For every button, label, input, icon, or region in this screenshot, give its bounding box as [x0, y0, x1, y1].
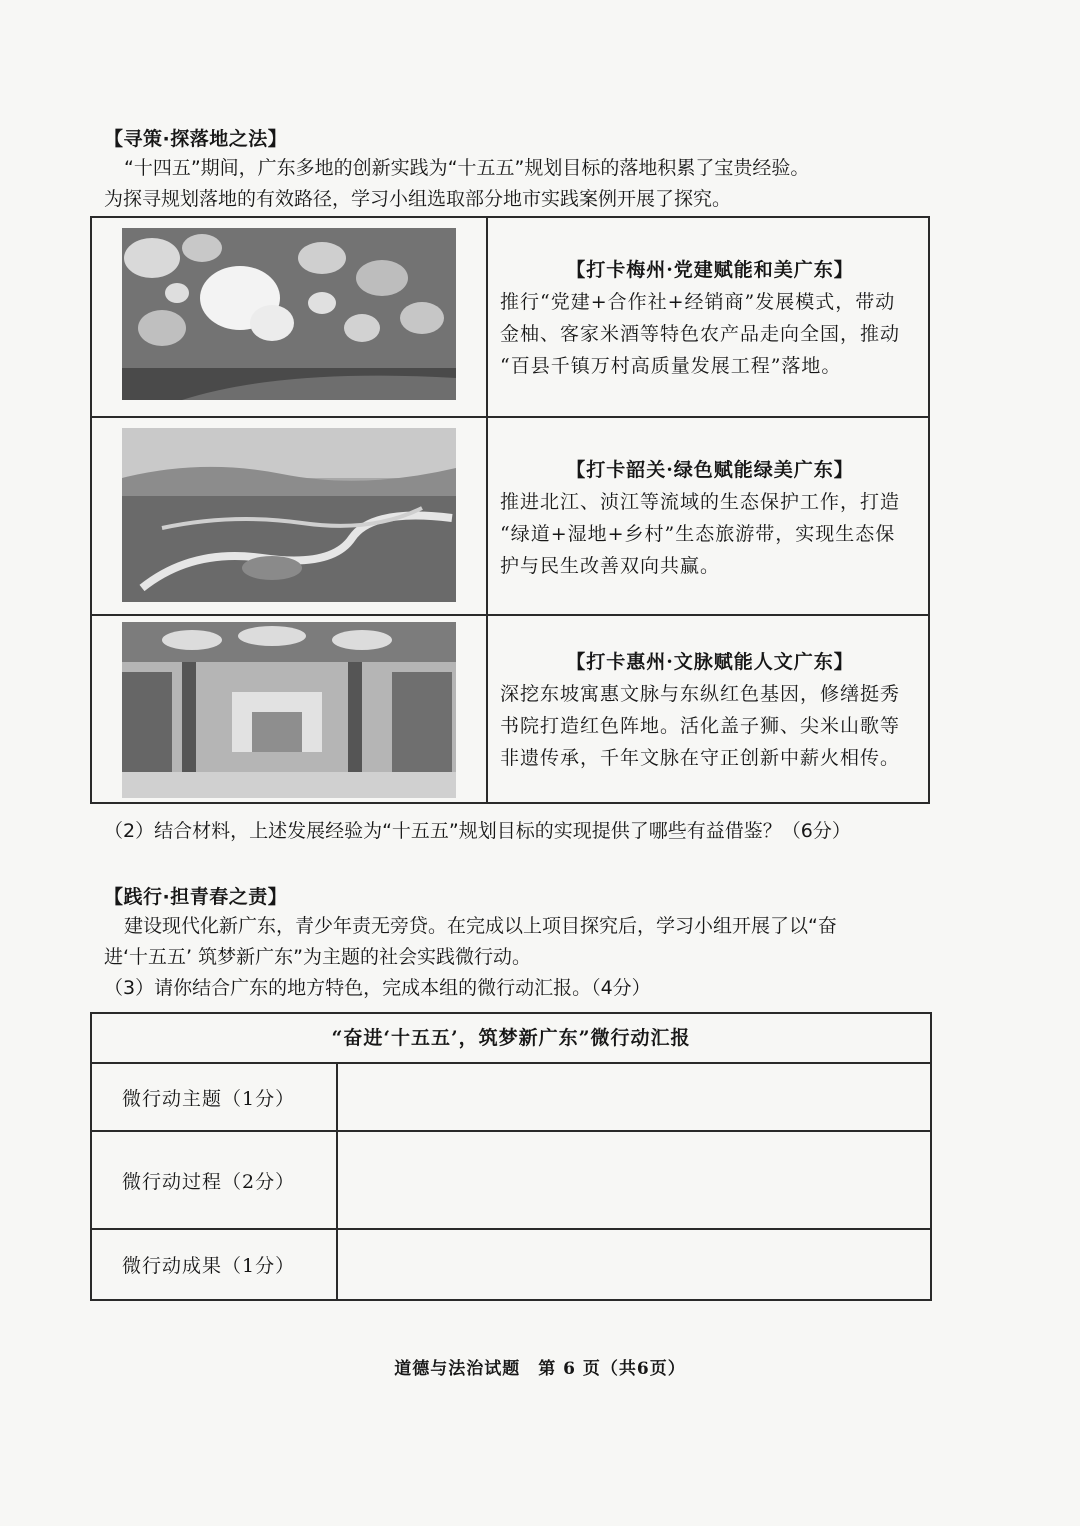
case-photo-cell	[92, 218, 488, 416]
case-body-line: 推行“党建+合作社+经销商”发展模式，带动	[500, 291, 896, 313]
report-row-theme	[92, 1064, 930, 1132]
answer-cell-theme[interactable]	[338, 1064, 930, 1130]
case-title: 【打卡梅州·党建赋能和美广东】	[566, 259, 854, 281]
case-body-line: 书院打造红色阵地。活化盖子狮、尖米山歌等	[500, 715, 901, 737]
answer-cell-result[interactable]	[338, 1230, 930, 1299]
question-3: （3）请你结合广东的地方特色，完成本组的微行动汇报。（4分）	[104, 977, 651, 999]
case-row-meizhou	[92, 218, 928, 418]
report-title: “奋进‘十五五’，筑梦新广东”微行动汇报	[92, 1014, 930, 1064]
report-label-process: 微行动过程（2分）	[92, 1132, 338, 1228]
page-footer: 道德与法治试题 第 6 页（共6页）	[394, 1359, 686, 1379]
report-label-theme: 微行动主题（1分）	[92, 1064, 338, 1130]
report-table	[90, 1012, 932, 1301]
intro-line-1: “十四五”期间，广东多地的创新实践为“十五五”规划目标的落地积累了宝贵经验。	[124, 157, 810, 179]
case-text-shaoguan	[500, 454, 920, 582]
intro-line-2: 为探寻规划落地的有效路径，学习小组选取部分地市实践案例开展了探究。	[104, 188, 732, 210]
case-title: 【打卡惠州·文脉赋能人文广东】	[566, 651, 854, 673]
section-heading-practice: 【践行·担青春之责】	[104, 886, 288, 908]
case-body-line: 金柚、客家米酒等特色农产品走向全国，推动	[500, 323, 901, 345]
case-body-line: “百县千镇万村高质量发展工程”落地。	[500, 355, 842, 377]
section-heading-strategy: 【寻策·探落地之法】	[104, 128, 288, 150]
practice-line-2: 进‘十五五’ 筑梦新广东”为主题的社会实践微行动。	[104, 946, 531, 968]
question-2: （2）结合材料，上述发展经验为“十五五”规划目标的实现提供了哪些有益借鉴？（6分）	[104, 820, 851, 842]
practice-line-1: 建设现代化新广东，青少年责无旁贷。在完成以上项目探究后，学习小组开展了以“奋	[124, 915, 837, 937]
case-body-line: 深挖东坡寓惠文脉与东纵红色基因，修缮挺秀	[500, 683, 901, 705]
case-body-line: 护与民生改善双向共赢。	[500, 555, 721, 577]
case-photo-cell	[92, 616, 488, 802]
report-label-result: 微行动成果（1分）	[92, 1230, 338, 1299]
case-body-line: 非遗传承，千年文脉在守正创新中薪火相传。	[500, 747, 901, 769]
case-photo-cell	[92, 418, 488, 614]
case-title: 【打卡韶关·绿色赋能绿美广东】	[566, 459, 854, 481]
museum-hall-photo	[122, 622, 456, 798]
pomelo-orchard-photo	[122, 228, 456, 400]
case-row-huizhou	[92, 616, 928, 802]
answer-cell-process[interactable]	[338, 1132, 930, 1228]
river-valley-photo	[122, 428, 456, 602]
case-table	[90, 216, 930, 804]
case-text-meizhou	[500, 254, 920, 382]
case-body-line: 推进北江、浈江等流域的生态保护工作，打造	[500, 491, 901, 513]
report-row-result	[92, 1230, 930, 1299]
case-text-huizhou	[500, 646, 920, 774]
case-body-line: “绿道+湿地+乡村”生态旅游带，实现生态保	[500, 523, 896, 545]
case-row-shaoguan	[92, 418, 928, 616]
report-row-process	[92, 1132, 930, 1230]
